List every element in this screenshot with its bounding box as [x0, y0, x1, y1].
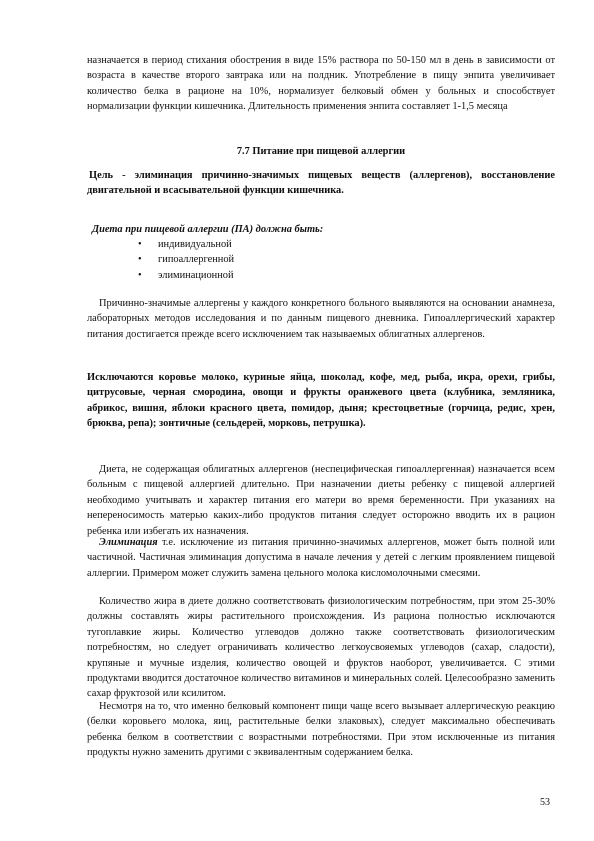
- goal-paragraph: Цель - элиминация причинно-значимых пищевых веществ (аллергенов), восстановление двигательной и всасывательной функции кишечника.: [87, 170, 555, 197]
- list-item-text: элиминационной: [158, 269, 234, 281]
- list-item-text: гипоаллергенной: [158, 254, 235, 266]
- diet-requirements-title: Диета при пищевой аллергии (ПА) должна быть:: [92, 224, 324, 235]
- section-title: 7.7 Питание при пищевой аллергии: [236, 146, 406, 157]
- bullet-icon: •: [138, 239, 142, 250]
- list-item: [138, 252, 234, 267]
- protein-paragraph: Несмотря на то, что именно белковый компонент пищи чаще всего вызывает аллергическую реакцию (белки коровьего молока, яиц, растительные белки злаковых), следует максимально обеспечивать ребенка белком в соответствии с возрастными потребностями. При этом исключенные из питания продукты нужно заменить другими с эквивалентным содержанием белка.: [87, 701, 555, 759]
- allergens-paragraph: Причинно-значимые аллергены у каждого конкретного больного выявляются на основании анамнеза, лабораторных методов исследования и по данным пищевого дневника. Гипоаллергический характер питания достигается прежде всего исключением так называемых облигатных аллергенов.: [87, 298, 555, 340]
- intro-paragraph: назначается в период стихания обострения в виде 15% раствора по 50-150 мл в день в зависимости от возраста в качестве второго завтрака или на полдник. Употребление в пищу энпита увеличивает количество белка в рационе на 10%, нормализует белковый обмен у больных и способствует нормализации функции кишечника. Длительность применения энпита составляет 1-1,5 месяца: [87, 55, 555, 113]
- excluded-foods-paragraph: Исключаются коровье молоко, куриные яйца, шоколад, кофе, мед, рыба, икра, орехи, грибы, цитрусовые, черная смородина, овощи и фрукты оранжевого цвета (клубника, земляника, абрикос, вишня, яблоки красного цвета, помидор, дыня; крестоцветные (горчица, редис, хрен, брюква, репа); зонтичные (сельдерей, морковь, петрушка).: [87, 372, 555, 430]
- elimination-term: Элиминация: [99, 537, 158, 548]
- elimination-text: т.е. исключение из питания причинно-значимых аллергенов, может быть полной или частичной. Частичная элиминация допустима в начале лечения у детей с легким проявлением пищевой аллергии. Примером может служить замена цельного молока кисломолочными смесями.: [87, 537, 555, 579]
- bullet-icon: •: [138, 254, 142, 266]
- page-number: 53: [540, 797, 550, 808]
- elimination-paragraph: [87, 535, 555, 581]
- bullet-icon: •: [138, 269, 142, 281]
- fat-paragraph: Количество жира в диете должно соответствовать физиологическим потребностям, при этом 25-30% должны составлять жиры растительного происхождения. Из рациона полностью исключаются тугоплавкие жиры. Количество углеводов должно также соответствовать физиологическим потребностям, но следует ограничивать количество легкоусвояемых углеводов (сахар, сладости), крупяные и мучные изделия, количество овощей и фруктов наоборот, увеличивается. С этими продуктами вводится достаточное количество витаминов и минеральных солей. Целесообразно заменить сахар фруктозой или ксилитом.: [87, 596, 555, 700]
- list-item-text: индивидуальной: [158, 239, 232, 250]
- list-item: [138, 268, 234, 283]
- diet-requirements-list: [138, 237, 234, 283]
- list-item: [138, 237, 234, 252]
- diet-free-paragraph: Диета, не содержащая облигатных аллергенов (неспецифическая гипоаллергенная) назначается всем больным с пищевой аллергией длительно. При назначении диеты ребенку с пищевой аллергией необходимо учитывать и характер питания его матери во время беременности. При указаниях на непереносимость матерью каких-либо продуктов питания следует осторожно вводить их в рацион ребенка или избегать их назначения.: [87, 464, 555, 537]
